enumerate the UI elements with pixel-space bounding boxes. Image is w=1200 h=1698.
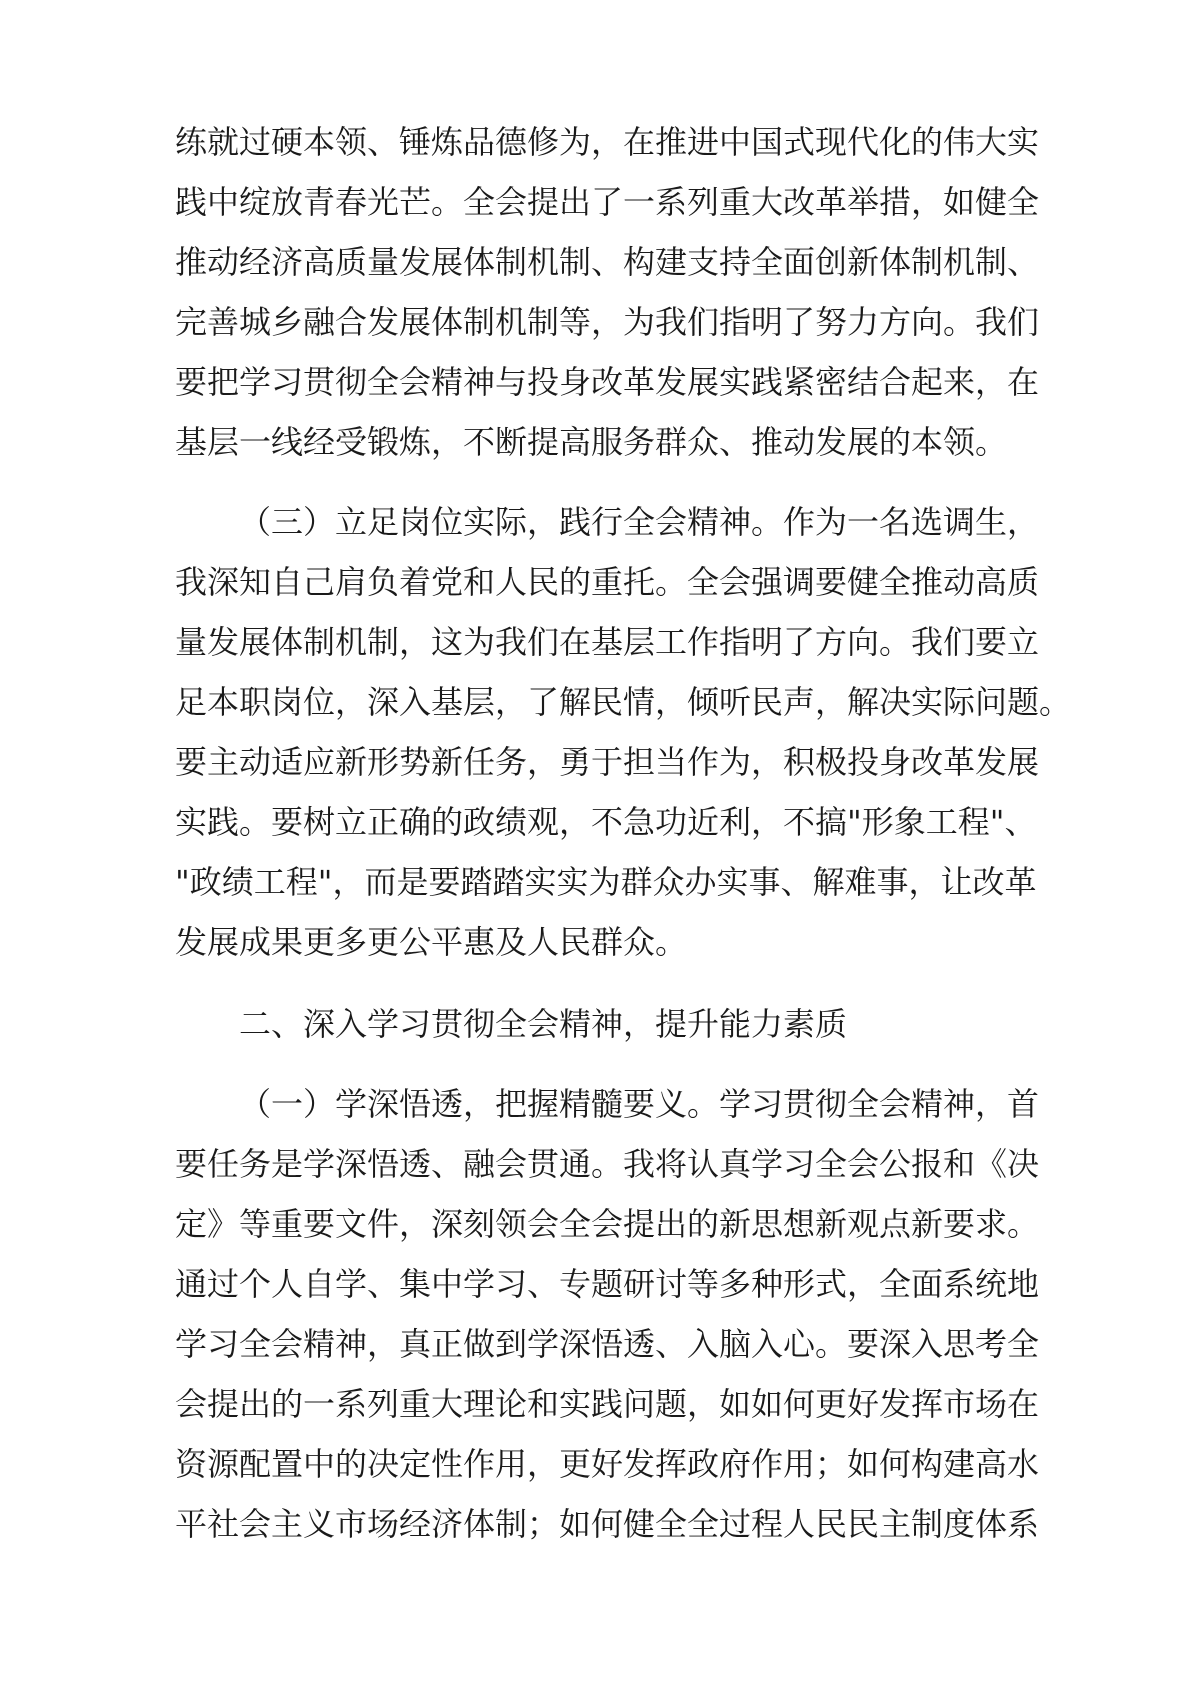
paragraph-1-line-5: 要把学习贯彻全会精神与投身改革发展实践紧密结合起来，在 <box>175 363 1040 401</box>
paragraph-3-line-2: 要任务是学深悟透、融会贯通。我将认真学习全会公报和《决 <box>175 1145 1040 1183</box>
paragraph-2-line-2: 我深知自己肩负着党和人民的重托。全会强调要健全推动高质 <box>175 563 1040 601</box>
paragraph-2-line-7: "政绩工程"，而是要踏踏实实为群众办实事、解难事，让改革 <box>175 863 1037 901</box>
paragraph-1-line-3: 推动经济高质量发展体制机制、构建支持全面创新体制机制、 <box>175 243 1040 281</box>
paragraph-3-line-7: 资源配置中的决定性作用，更好发挥政府作用；如何构建高水 <box>175 1445 1040 1483</box>
paragraph-3-line-3: 定》等重要文件，深刻领会全会提出的新思想新观点新要求。 <box>175 1205 1040 1243</box>
paragraph-3-line-8: 平社会主义市场经济体制；如何健全全过程人民民主制度体系 <box>175 1505 1040 1543</box>
paragraph-3-line-6: 会提出的一系列重大理论和实践问题，如如何更好发挥市场在 <box>175 1385 1040 1423</box>
paragraph-2-line-3: 量发展体制机制，这为我们在基层工作指明了方向。我们要立 <box>175 623 1040 661</box>
paragraph-3-line-4: 通过个人自学、集中学习、专题研讨等多种形式，全面系统地 <box>175 1265 1040 1303</box>
paragraph-2-line-4: 足本职岗位，深入基层，了解民情，倾听民声，解决实际问题。 <box>175 683 1072 721</box>
paragraph-1-line-2: 践中绽放青春光芒。全会提出了一系列重大改革举措，如健全 <box>175 183 1040 221</box>
paragraph-1-line-6: 基层一线经受锻炼，不断提高服务群众、推动发展的本领。 <box>175 423 1008 461</box>
paragraph-1-line-4: 完善城乡融合发展体制机制等，为我们指明了努力方向。我们 <box>175 303 1040 341</box>
paragraph-2-line-1: （三）立足岗位实际，践行全会精神。作为一名选调生， <box>239 503 1040 541</box>
paragraph-2-line-6: 实践。要树立正确的政绩观，不急功近利，不搞"形象工程"、 <box>175 803 1037 841</box>
paragraph-1-line-1: 练就过硬本领、锤炼品德修为，在推进中国式现代化的伟大实 <box>175 123 1040 161</box>
section-heading: 二、深入学习贯彻全会精神，提升能力素质 <box>239 1005 848 1043</box>
paragraph-3-line-5: 学习全会精神，真正做到学深悟透、入脑入心。要深入思考全 <box>175 1325 1040 1363</box>
paragraph-2-line-8: 发展成果更多更公平惠及人民群众。 <box>175 923 688 961</box>
paragraph-2-line-5: 要主动适应新形势新任务，勇于担当作为，积极投身改革发展 <box>175 743 1040 781</box>
paragraph-3-line-1: （一）学深悟透，把握精髓要义。学习贯彻全会精神，首 <box>239 1085 1040 1123</box>
